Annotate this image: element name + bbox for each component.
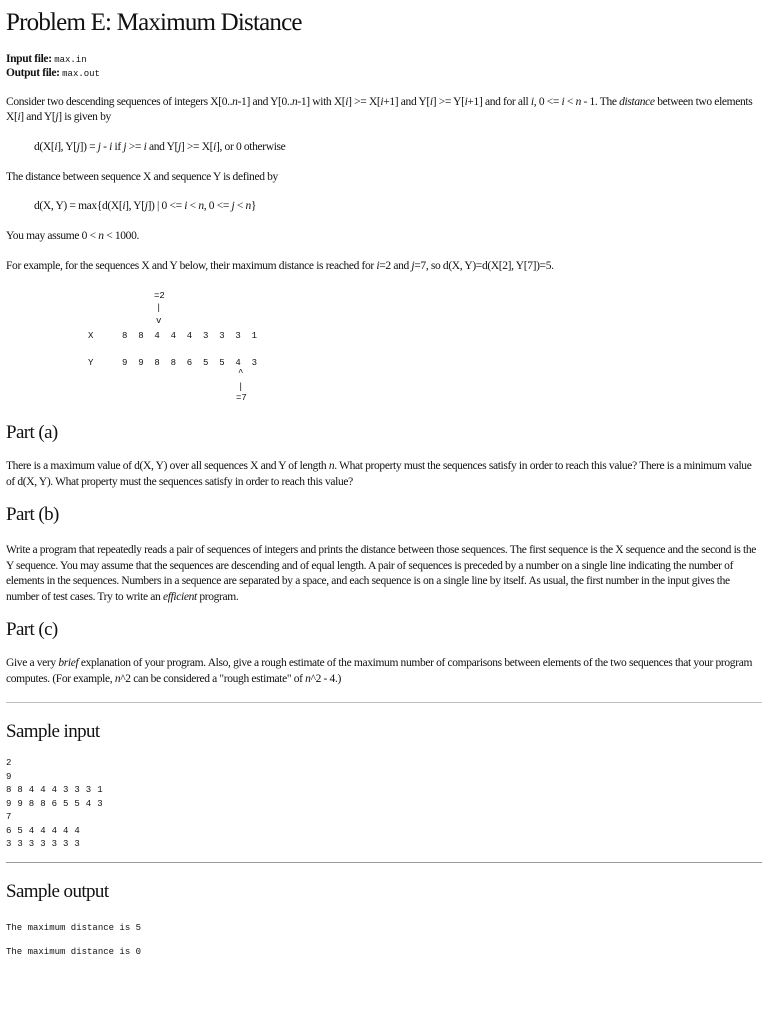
var-i: i — [54, 141, 58, 153]
row-y-label: Y — [88, 358, 94, 369]
var-j: j — [123, 141, 127, 153]
distance-formula — [34, 140, 762, 156]
var-n: n — [328, 459, 335, 472]
text: ] is given by — [58, 111, 111, 124]
text: +1] and for all — [467, 95, 531, 108]
text: There is a maximum value of d(X, Y) over all sequences X and Y of length — [6, 459, 329, 472]
document-page — [6, 0, 762, 958]
sample-input-line: 9 9 8 8 6 5 5 4 3 — [6, 798, 103, 809]
var-n: n — [114, 672, 121, 685]
input-file-line — [6, 52, 762, 66]
top-pointer-bar: | — [156, 303, 162, 314]
sample-input-line: 9 — [6, 771, 12, 782]
page-title: Problem E: Maximum Distance — [6, 9, 302, 36]
var-i: i — [122, 200, 126, 213]
text: - — [100, 141, 110, 153]
var-n: n — [245, 200, 251, 213]
var-i: i — [561, 95, 565, 108]
var-i: i — [109, 141, 112, 153]
sample-input-line: 8 8 4 4 4 3 3 3 1 — [6, 785, 103, 796]
input-file-name: max.in — [54, 55, 87, 65]
var-i: i — [464, 95, 468, 108]
text: , 0 <= — [203, 200, 232, 213]
sample-input-block — [6, 757, 762, 852]
text: between two elements X[ — [6, 95, 753, 124]
text: . What property must the sequences satisfy in order to reach this value? There is a minimum value of d(X, Y). What property must the sequences satisfy in order to reach this value? — [6, 459, 752, 488]
var-n: n — [232, 95, 238, 108]
text: ]) | 0 <= — [147, 200, 185, 213]
row-x-label: X — [88, 331, 94, 342]
text: For example, for the sequences X and Y below, their maximum distance is reached for — [6, 259, 377, 272]
sample-output-heading: Sample output — [6, 880, 109, 902]
text: =7, so d(X, Y)=d(X[2], Y[7])=5. — [414, 259, 554, 272]
var-i: i — [17, 111, 21, 124]
var-i: i — [213, 141, 217, 153]
term-efficient: efficient — [162, 590, 197, 603]
text: =2 and — [379, 259, 412, 272]
term-brief: brief — [58, 657, 79, 670]
sequence-diagram — [6, 288, 762, 408]
divider — [6, 702, 762, 703]
text: ] >= X[ — [180, 141, 214, 153]
text: ] and Y[ — [20, 111, 56, 124]
sample-input-line: 3 3 3 3 3 3 3 — [6, 839, 81, 850]
part-a-text — [6, 459, 762, 490]
text: ], Y[ — [125, 200, 145, 213]
divider — [6, 862, 762, 863]
text: ], Y[ — [57, 141, 77, 153]
text: if — [112, 141, 124, 153]
text: < — [234, 200, 246, 213]
text: program. — [196, 590, 239, 603]
var-j: j — [55, 111, 59, 124]
text: >= — [126, 141, 144, 153]
var-i: i — [380, 95, 384, 108]
text: < 1000. — [103, 229, 139, 242]
text: , 0 <= — [533, 95, 562, 108]
var-j: j — [76, 141, 80, 153]
sample-output-line: The maximum distance is 0 — [6, 946, 142, 957]
file-info — [6, 52, 762, 81]
text: Give a very — [6, 657, 59, 670]
max-distance-formula — [34, 199, 762, 215]
assumption-paragraph — [6, 229, 762, 245]
top-pointer-arrow: v — [156, 316, 162, 327]
var-n: n — [291, 95, 298, 108]
var-i: i — [376, 259, 380, 272]
row-y-values: 9 9 8 8 6 5 5 4 3 — [122, 358, 258, 369]
intro-paragraph — [6, 95, 762, 126]
top-index-label: =2 — [154, 291, 165, 302]
row-x-values: 8 8 4 4 4 3 3 3 1 — [122, 331, 258, 342]
var-j: j — [97, 141, 101, 153]
part-b-text — [6, 543, 762, 606]
var-j: j — [144, 200, 148, 213]
text: ] >= Y[ — [432, 95, 465, 108]
sample-input-line: 7 — [6, 812, 12, 823]
output-file-line — [6, 66, 762, 80]
text: -1] and Y[0.. — [237, 95, 292, 108]
text: ]) = — [79, 141, 98, 153]
bottom-pointer-arrow: ^ — [238, 368, 244, 379]
input-file-label: Input file: — [6, 53, 52, 65]
var-i: i — [184, 200, 188, 213]
bottom-index-label: =7 — [236, 393, 247, 404]
var-n: n — [575, 95, 581, 108]
part-c-heading: Part (c) — [6, 619, 58, 641]
var-i: i — [345, 95, 349, 108]
var-i: i — [530, 95, 534, 108]
sample-input-heading: Sample input — [6, 720, 100, 742]
part-b-heading: Part (b) — [6, 504, 59, 526]
text: You may assume 0 < — [6, 229, 99, 242]
var-j: j — [231, 200, 235, 213]
text: +1] and Y[ — [383, 95, 430, 108]
text: d(X[ — [34, 141, 55, 153]
text: explanation of your program. Also, give a rough estimate of the maximum number of comparisons between elements of the two sequences that your program computes. (For example, — [6, 657, 753, 685]
text: - 1. The — [581, 95, 620, 108]
text: ] >= X[ — [348, 95, 381, 108]
text: ], or 0 otherwise — [216, 141, 286, 153]
text: and Y[ — [146, 141, 179, 153]
bottom-pointer-bar: | — [238, 382, 244, 393]
text: d(X, Y) = max{d(X[ — [34, 200, 123, 213]
text: -1] with X[ — [297, 95, 346, 108]
sequence-distance-paragraph: The distance between sequence X and sequence Y is defined by — [6, 170, 278, 183]
part-c-text — [6, 656, 762, 687]
text: ^2 can be considered a "rough estimate" of — [120, 672, 306, 685]
var-n: n — [198, 200, 204, 213]
sample-input-line: 2 — [6, 758, 12, 769]
var-j: j — [411, 259, 415, 272]
var-i: i — [143, 141, 147, 153]
text: } — [250, 200, 257, 213]
sample-input-line: 6 5 4 4 4 4 4 — [6, 825, 81, 836]
var-i: i — [429, 95, 433, 108]
text: Consider two descending sequences of integers X[0.. — [6, 95, 233, 108]
sample-output-line: The maximum distance is 5 — [6, 922, 142, 933]
part-a-heading: Part (a) — [6, 422, 58, 444]
output-file-label: Output file: — [6, 67, 60, 80]
text: ^2 - 4.) — [310, 672, 341, 685]
text: Write a program that repeatedly reads a pair of sequences of integers and prints the distance between those sequences. The first sequence is the X sequence and the second is the Y sequence. You may assume that the sequences are descending and of equal length. A pair of sequences is preceded by a number on a single line indicating the number of elements in the sequences. Numbers in a sequence are separated by a space, and each sequence is on a single line by itself. As usual, the first number in the input gives the number of test cases. Try to write an — [6, 543, 757, 603]
text: < — [187, 200, 199, 213]
output-file-name: max.out — [62, 69, 100, 80]
var-j: j — [178, 141, 181, 153]
text: < — [564, 95, 576, 108]
var-n: n — [98, 229, 104, 242]
example-paragraph — [6, 259, 762, 275]
term-distance: distance — [619, 95, 655, 108]
var-n: n — [305, 672, 311, 685]
